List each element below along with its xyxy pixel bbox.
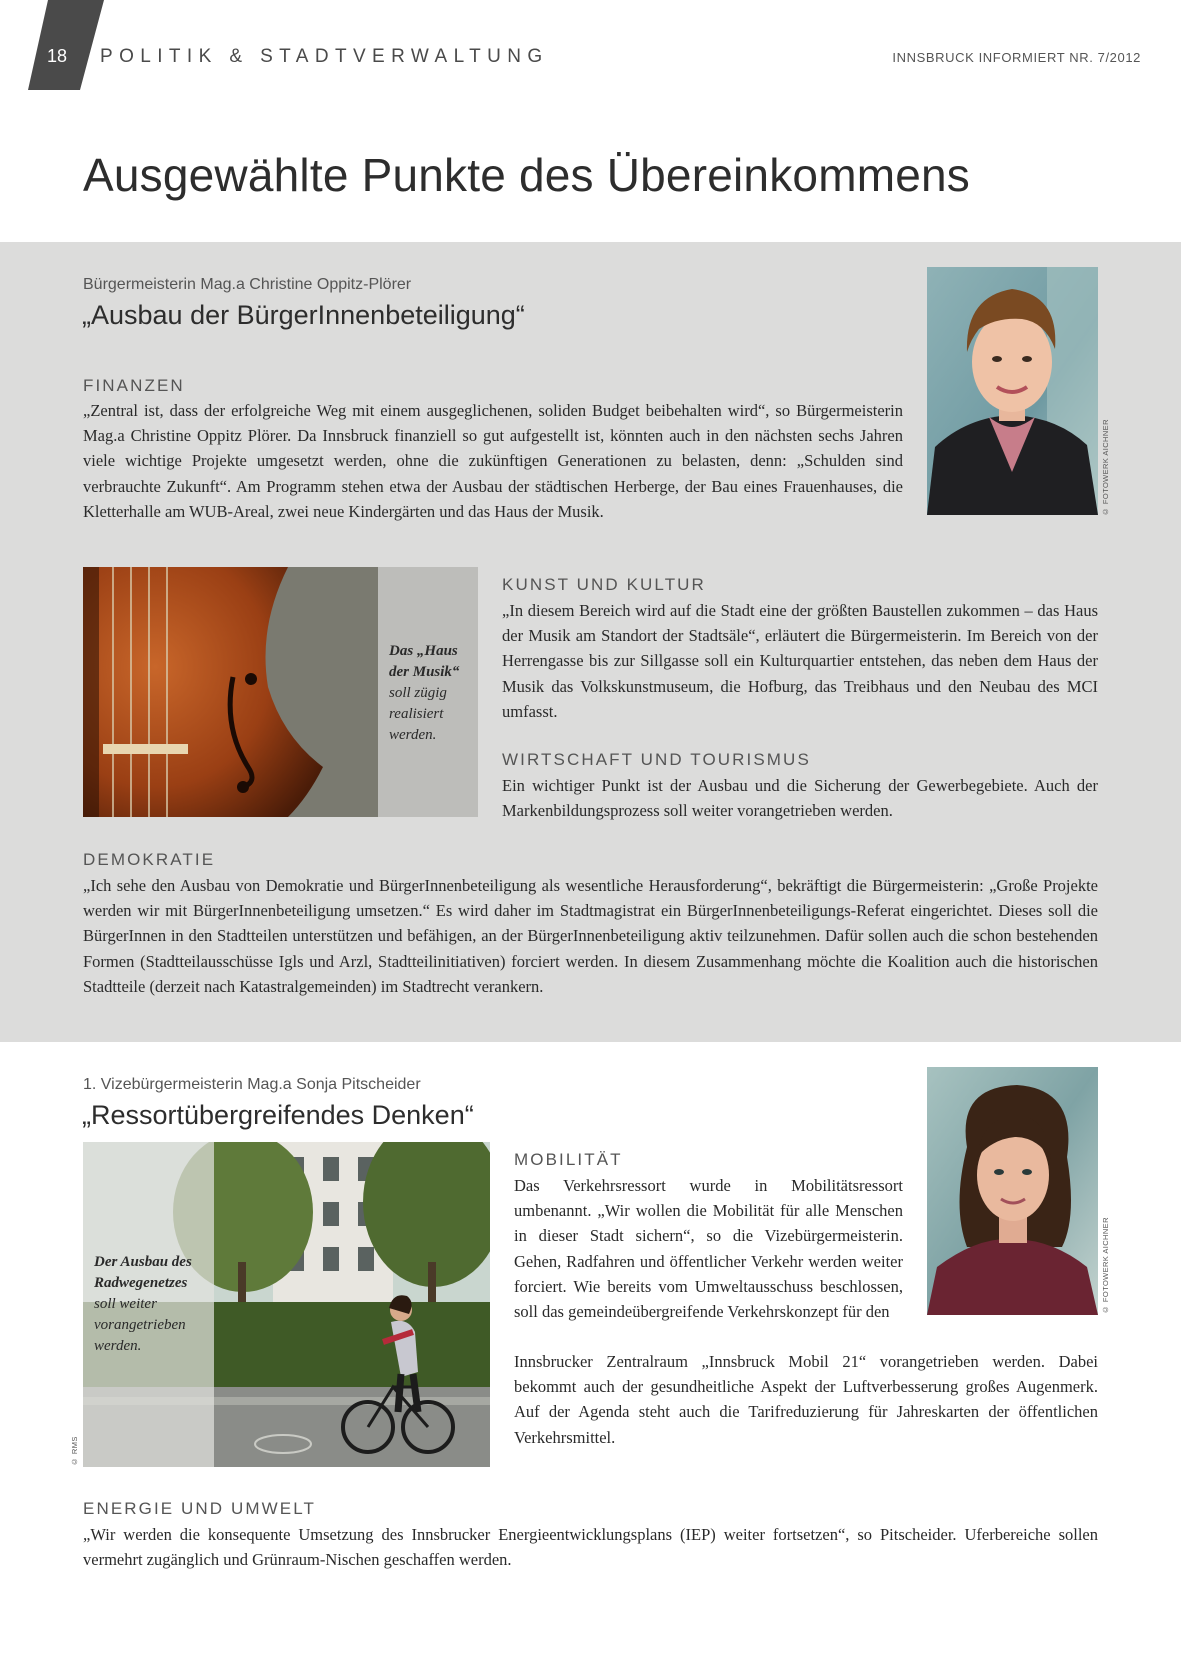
cyclist-caption-bold: Der Ausbau des Radwegenetzes (94, 1254, 192, 1291)
page-number: 18 (46, 46, 68, 66)
vice-mayor-name: 1. Vizebürgermeisterin Mag.a Sonja Pitscheider (83, 1076, 421, 1093)
violin-caption-bold: Das „Haus der Musik“ (389, 643, 460, 680)
mayor-name: Bürgermeisterin Mag.a Christine Oppitz-Plörer (83, 276, 412, 293)
mayor-portrait (927, 267, 1098, 515)
demokratie-heading: DEMOKRATIE (83, 850, 216, 869)
energie-heading: ENERGIE UND UMWELT (83, 1499, 316, 1518)
vice-mayor-portrait (927, 1067, 1098, 1315)
kunst-text: „In diesem Bereich wird auf die Stadt eine der größten Baustellen zukommen – das Haus der Musik am Standort der Stadtsäle“, erläutert die Bürgermeisterin. Im Bereich von der Herrengasse bis zur Sillgasse soll ein Kulturquartier entstehen, das neben dem Haus der Musik das Volkskunstmuseum, die Hofburg, das Treibhaus und den Neubau des MCI umfasst. (502, 601, 1098, 721)
kunst-heading: KUNST UND KULTUR (502, 575, 706, 594)
mayor-photo-credit: © FOTOWERK AICHNER (1101, 419, 1110, 516)
cyclist-caption (94, 1252, 212, 1357)
energie-text: „Wir werden die konsequente Umsetzung des Innsbrucker Energieentwicklungsplans (IEP) weiter fortsetzen“, so Pitscheider. Uferbereiche sollen vermehrt zugänglich und Grünraum-Nischen geschaffen werden. (83, 1525, 1098, 1570)
mobilitaet-heading: MOBILITÄT (514, 1150, 623, 1169)
section-label: POLITIK & STADTVERWALTUNG (100, 46, 549, 67)
page-number-tab (28, 0, 104, 90)
wirtschaft-text: Ein wichtiger Punkt ist der Ausbau und die Sicherung der Gewerbegebiete. Auch der Markenbildungsprozess soll weiter vorangetrieben werden. (502, 776, 1098, 821)
mobilitaet-text-narrow: Das Verkehrsressort wurde in Mobilitätsressort umbenannt. „Wir wollen die Mobilität für alle Menschen in dieser Stadt sichern“, so die Vizebürgermeisterin. Gehen, Radfahren und öffentlicher Verkehr werden weiter forciert. Wie bereits vom Umweltausschuss beschlossen, soll das gemeindeübergreifende Verkehrskonzept für den (514, 1176, 903, 1322)
page-title: Ausgewählte Punkte des Übereinkommens (83, 149, 970, 201)
demokratie-text: „Ich sehe den Ausbau von Demokratie und BürgerInnenbeteiligung als wesentliche Herausforderung“, bekräftigt die Bürgermeisterin: „Große Projekte werden wir mit BürgerInnenbeteiligung umsetzen.“ Es wird daher im Stadtmagistrat ein BürgerInnenbeteiligungs-Referat eingerichtet. Dieses soll die BürgerInnen in den Stadtteilen unterstützen und befähigen, an der BürgerInnenbeteiligung aktiv teilzunehmen. Dafür sollen auch die schon bestehenden Formen (Stadtteilausschüsse Igls und Arzl, Stadtteilinitiativen) forciert werden. In diesem Zusammenhang möchte die Koalition auch die historischen Stadtteile (derzeit nach Katastralgemeinden) im Stadtrecht verankern. (83, 876, 1098, 996)
mayor-quote-title: „Ausbau der BürgerInnenbeteiligung“ (82, 300, 525, 330)
finanzen-heading: FINANZEN (83, 376, 185, 395)
wirtschaft-heading: WIRTSCHAFT UND TOURISMUS (502, 750, 811, 769)
vice-mayor-quote-title: „Ressortübergreifendes Denken“ (82, 1100, 474, 1130)
violin-image (83, 567, 378, 817)
violin-caption-italic: soll zügig realisiert werden. (389, 685, 447, 743)
cyclist-caption-italic: soll weiter vorangetrieben werden. (94, 1296, 186, 1354)
vice-mayor-photo-credit: © FOTOWERK AICHNER (1101, 1217, 1110, 1314)
mobilitaet-text-wide: Innsbrucker Zentralraum „Innsbruck Mobil 21“ vorangetrieben werden. Dabei bekommt auch der gesundheitliche Aspekt der Luftverbesserung großes Augenmerk. Auf der Agenda steht auch die Tarifreduzierung für Jahreskarten der öffentlichen Verkehrsmittel. (514, 1352, 1098, 1447)
cyclist-image-credit: © RMS (70, 1436, 79, 1466)
issue-label: INNSBRUCK INFORMIERT NR. 7/2012 (892, 50, 1141, 65)
violin-caption (389, 641, 475, 746)
finanzen-text: „Zentral ist, dass der erfolgreiche Weg mit einem ausgeglichenen, soliden Budget beibehalten wird“, so Bürgermeisterin Mag.a Christine Oppitz Plörer. Da Innsbruck finanziell so gut aufgestellt ist, könnten auch in den nächsten sechs Jahren viele wichtige Projekte umgesetzt werden, ohne die zukünftigen Generationen zu belasten, denn: „Schulden sind verbrauchte Zukunft“. Am Programm stehen etwa der Ausbau der städtischen Herberge, der Bau eines Frauenhauses, die Kletterhalle am WUB-Areal, zwei neue Kindergärten und das Haus der Musik. (83, 401, 903, 521)
